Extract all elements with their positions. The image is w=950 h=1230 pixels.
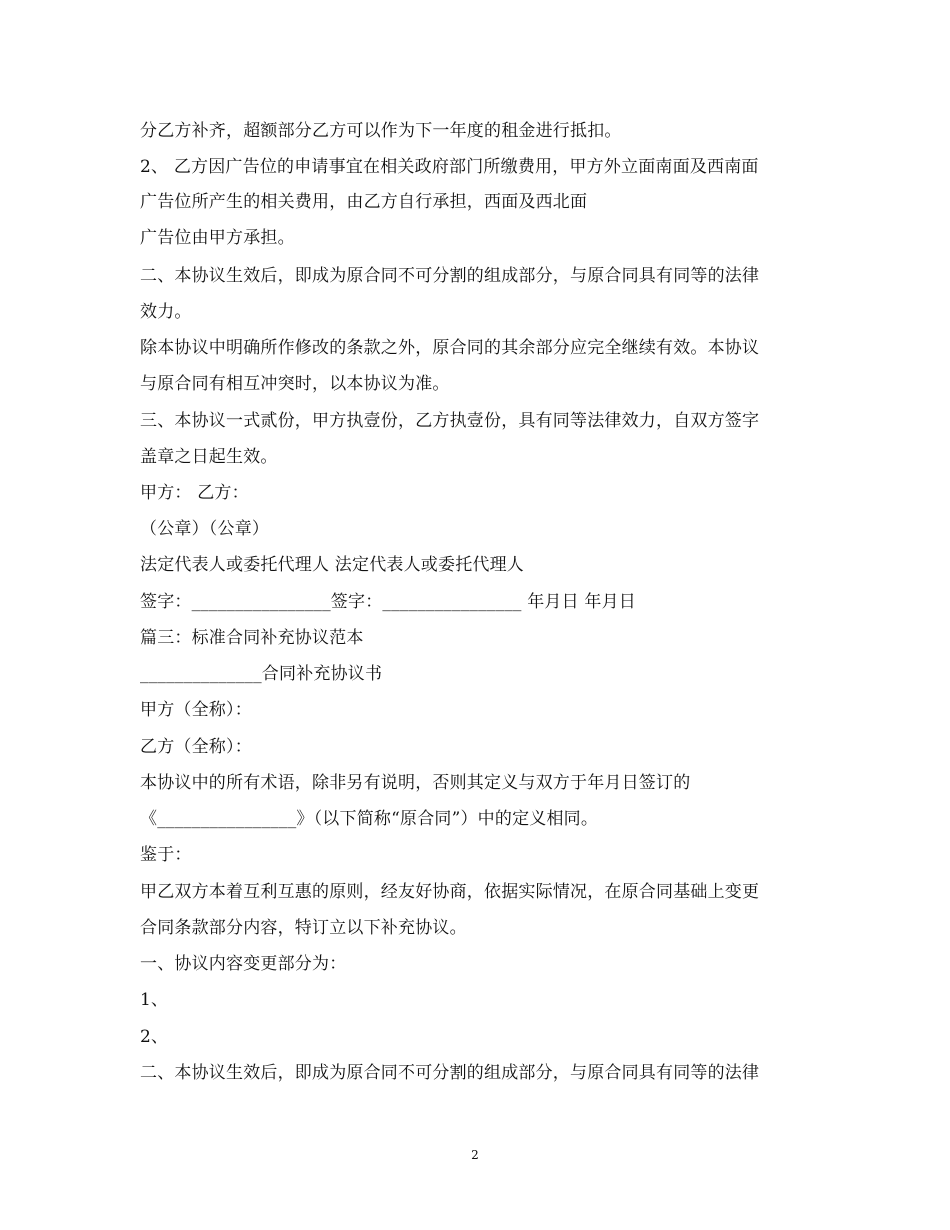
- signature-line: 签字：________________签字：________________ 年月日 年月日: [140, 592, 637, 612]
- text-line: 三、本协议一式贰份，甲方执壹份，乙方执壹份，具有同等法律效力，自双方签字: [140, 411, 760, 431]
- text-line: 合同条款部分内容，特订立以下补充协议。: [140, 918, 467, 938]
- text-line: 法定代表人或委托代理人 法定代表人或委托代理人: [140, 555, 525, 575]
- document-title: ______________合同补充协议书: [140, 664, 383, 684]
- text-line: 二、本协议生效后，即成为原合同不可分割的组成部分，与原合同具有同等的法律: [140, 1063, 760, 1083]
- text-line: 甲方： 乙方：: [140, 483, 249, 503]
- text-line: 2、: [140, 1027, 169, 1047]
- section-heading: 篇三：标准合同补充协议范本: [140, 628, 364, 648]
- text-line: 盖章之日起生效。: [140, 447, 278, 467]
- text-line: 与原合同有相互冲突时，以本协议为准。: [140, 374, 450, 394]
- text-line: 广告位所产生的相关费用，由乙方自行承担，西面及西北面: [140, 192, 588, 212]
- text-line: 二、本协议生效后，即成为原合同不可分割的组成部分，与原合同具有同等的法律: [140, 266, 760, 286]
- text-line: 一、协议内容变更部分为：: [140, 954, 347, 974]
- text-line: 本协议中的所有术语，除非另有说明，否则其定义与双方于年月日签订的: [140, 773, 691, 793]
- text-line: 1、: [140, 990, 169, 1010]
- text-line: 甲乙双方本着互利互惠的原则，经友好协商，依据实际情况，在原合同基础上变更: [140, 882, 760, 902]
- text-line: 分乙方补齐，超额部分乙方可以作为下一年度的租金进行抵扣。: [140, 121, 622, 141]
- text-line: 乙方（全称）：: [140, 737, 252, 757]
- text-line: 鉴于：: [140, 845, 192, 865]
- text-line: 《________________》（以下简称“原合同”）中的定义相同。: [140, 809, 599, 829]
- text-line: 甲方（全称）：: [140, 700, 252, 720]
- text-line: （公章）（公章）: [140, 519, 270, 539]
- page-number: 2: [471, 1148, 479, 1162]
- text-line: 效力。: [140, 302, 192, 322]
- text-line: 除本协议中明确所作修改的条款之外，原合同的其余部分应完全继续有效。本协议: [140, 338, 760, 358]
- text-line: 广告位由甲方承担。: [140, 228, 295, 248]
- text-line: 2、 乙方因广告位的申请事宜在相关政府部门所缴费用，甲方外立面南面及西南面: [140, 157, 759, 177]
